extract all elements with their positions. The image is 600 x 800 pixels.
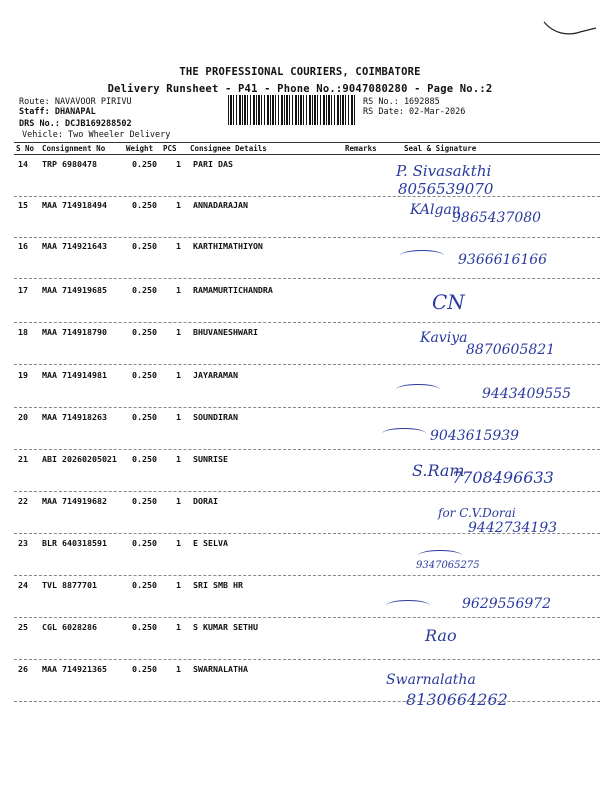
row-pcs: 1 [176, 159, 181, 169]
row-signature: P. Sivasakthi [396, 162, 492, 180]
row-signature-phone: 9629556972 [462, 596, 552, 612]
rs-number: RS No.: 1692885 [363, 97, 440, 107]
row-divider [14, 237, 600, 238]
row-consignment-no: MAA 714919685 [42, 285, 107, 295]
row-sno: 20 [18, 412, 28, 422]
row-consignment-no: BLR 640318591 [42, 538, 107, 548]
row-consignee: SOUNDIRAN [193, 412, 238, 422]
rs-date: RS Date: 02-Mar-2026 [363, 107, 466, 117]
row-consignment-no: TRP 6980478 [42, 159, 97, 169]
row-divider [14, 449, 600, 450]
row-sno: 14 [18, 159, 28, 169]
row-signature-phone: 9347065275 [416, 560, 480, 571]
row-divider [14, 491, 600, 492]
row-sno: 23 [18, 538, 28, 548]
row-consignee: RAMAMURTICHANDRA [193, 285, 273, 295]
header-bottom-rule [14, 154, 600, 155]
col-pcs: PCS [163, 144, 177, 153]
row-signature: Rao [425, 626, 457, 645]
header-top-rule [14, 142, 600, 143]
row-divider [14, 364, 600, 365]
company-title: THE PROFESSIONAL COURIERS, COIMBATORE [179, 66, 421, 78]
row-signature-phone: 8130664262 [406, 690, 508, 709]
row-consignee: KARTHIMATHIYON [193, 241, 263, 251]
row-signature: KAlgan [410, 202, 461, 218]
row-sno: 24 [18, 580, 28, 590]
row-consignee: S KUMAR SETHU [193, 622, 258, 632]
row-weight: 0.250 [132, 496, 157, 506]
row-signature: Kaviya [420, 330, 468, 346]
row-pcs: 1 [176, 370, 181, 380]
row-sno: 16 [18, 241, 28, 251]
row-signature-phone: 8870605821 [466, 342, 556, 358]
row-signature: S.Ram [412, 461, 465, 480]
row-sno: 25 [18, 622, 28, 632]
row-sno: 26 [18, 664, 28, 674]
row-weight: 0.250 [132, 412, 157, 422]
row-signature: for C.V.Dorai [438, 506, 516, 520]
row-pcs: 1 [176, 285, 181, 295]
row-consignee: SRI SMB HR [193, 580, 243, 590]
col-consignment: Consignment No [42, 144, 106, 153]
row-consignment-no: MAA 714918790 [42, 327, 107, 337]
row-consignment-no: ABI 20260205021 [42, 454, 117, 464]
row-pcs: 1 [176, 454, 181, 464]
signature-scribble [418, 550, 462, 561]
row-signature-phone: 9366616166 [458, 252, 548, 268]
row-signature: CN [432, 290, 465, 314]
row-weight: 0.250 [132, 159, 157, 169]
row-weight: 0.250 [132, 241, 157, 251]
corner-pen-mark [540, 8, 598, 38]
signature-scribble [386, 600, 430, 611]
row-signature-phone: 7708496633 [452, 468, 554, 487]
row-pcs: 1 [176, 664, 181, 674]
row-pcs: 1 [176, 200, 181, 210]
row-consignment-no: MAA 714921643 [42, 241, 107, 251]
row-signature-phone: 9443409555 [482, 386, 572, 402]
row-signature-phone: 8056539070 [398, 180, 494, 198]
row-weight: 0.250 [132, 454, 157, 464]
row-consignment-no: MAA 714918263 [42, 412, 107, 422]
vehicle-label: Vehicle: Two Wheeler Delivery [22, 130, 171, 140]
row-sno: 21 [18, 454, 28, 464]
row-consignment-no: TVL 8877701 [42, 580, 97, 590]
row-divider [14, 196, 600, 197]
row-signature-phone: 9865437080 [452, 210, 542, 226]
col-weight: Weight [126, 144, 154, 153]
row-weight: 0.250 [132, 622, 157, 632]
row-consignee: PARI DAS [193, 159, 233, 169]
row-divider [14, 322, 600, 323]
row-divider [14, 617, 600, 618]
drs-number: DRS No.: DCJB169288502 [19, 119, 132, 129]
row-divider [14, 533, 600, 534]
row-consignee: ANNADARAJAN [193, 200, 248, 210]
row-consignment-no: MAA 714918494 [42, 200, 107, 210]
row-pcs: 1 [176, 412, 181, 422]
route-label: Route: NAVAVOOR PIRIVU [19, 97, 132, 107]
row-consignment-no: MAA 714921365 [42, 664, 107, 674]
row-consignment-no: MAA 714914981 [42, 370, 107, 380]
row-divider [14, 575, 600, 576]
row-consignment-no: CGL 6028286 [42, 622, 97, 632]
row-signature-phone: 9442734193 [468, 520, 558, 536]
row-divider [14, 701, 600, 702]
row-sno: 22 [18, 496, 28, 506]
row-consignment-no: MAA 714919682 [42, 496, 107, 506]
row-sno: 18 [18, 327, 28, 337]
col-consignee: Consignee Details [190, 144, 267, 153]
staff-label: Staff: DHANAPAL [19, 107, 96, 117]
row-pcs: 1 [176, 496, 181, 506]
row-sno: 15 [18, 200, 28, 210]
row-pcs: 1 [176, 580, 181, 590]
signature-scribble [396, 384, 440, 395]
row-consignee: DORAI [193, 496, 218, 506]
row-weight: 0.250 [132, 370, 157, 380]
col-seal-signature: Seal & Signature [404, 144, 477, 153]
row-consignee: E SELVA [193, 538, 228, 548]
row-pcs: 1 [176, 538, 181, 548]
row-divider [14, 407, 600, 408]
row-weight: 0.250 [132, 285, 157, 295]
row-weight: 0.250 [132, 580, 157, 590]
row-weight: 0.250 [132, 664, 157, 674]
row-consignee: BHUVANESHWARI [193, 327, 258, 337]
row-sno: 17 [18, 285, 28, 295]
col-sno: S No [16, 144, 35, 153]
row-signature-phone: 9043615939 [430, 428, 520, 444]
row-divider [14, 278, 600, 279]
col-remarks: Remarks [345, 144, 377, 153]
row-weight: 0.250 [132, 327, 157, 337]
row-weight: 0.250 [132, 538, 157, 548]
signature-scribble [382, 428, 426, 439]
row-divider [14, 659, 600, 660]
row-pcs: 1 [176, 327, 181, 337]
row-signature: Swarnalatha [386, 672, 476, 688]
row-consignee: SUNRISE [193, 454, 228, 464]
row-pcs: 1 [176, 241, 181, 251]
row-consignee: SWARNALATHA [193, 664, 248, 674]
row-sno: 19 [18, 370, 28, 380]
row-weight: 0.250 [132, 200, 157, 210]
row-pcs: 1 [176, 622, 181, 632]
row-consignee: JAYARAMAN [193, 370, 238, 380]
runsheet-subtitle: Delivery Runsheet - P41 - Phone No.:9047080280 - Page No.:2 [107, 83, 493, 95]
barcode [228, 95, 356, 125]
signature-scribble [400, 250, 444, 261]
